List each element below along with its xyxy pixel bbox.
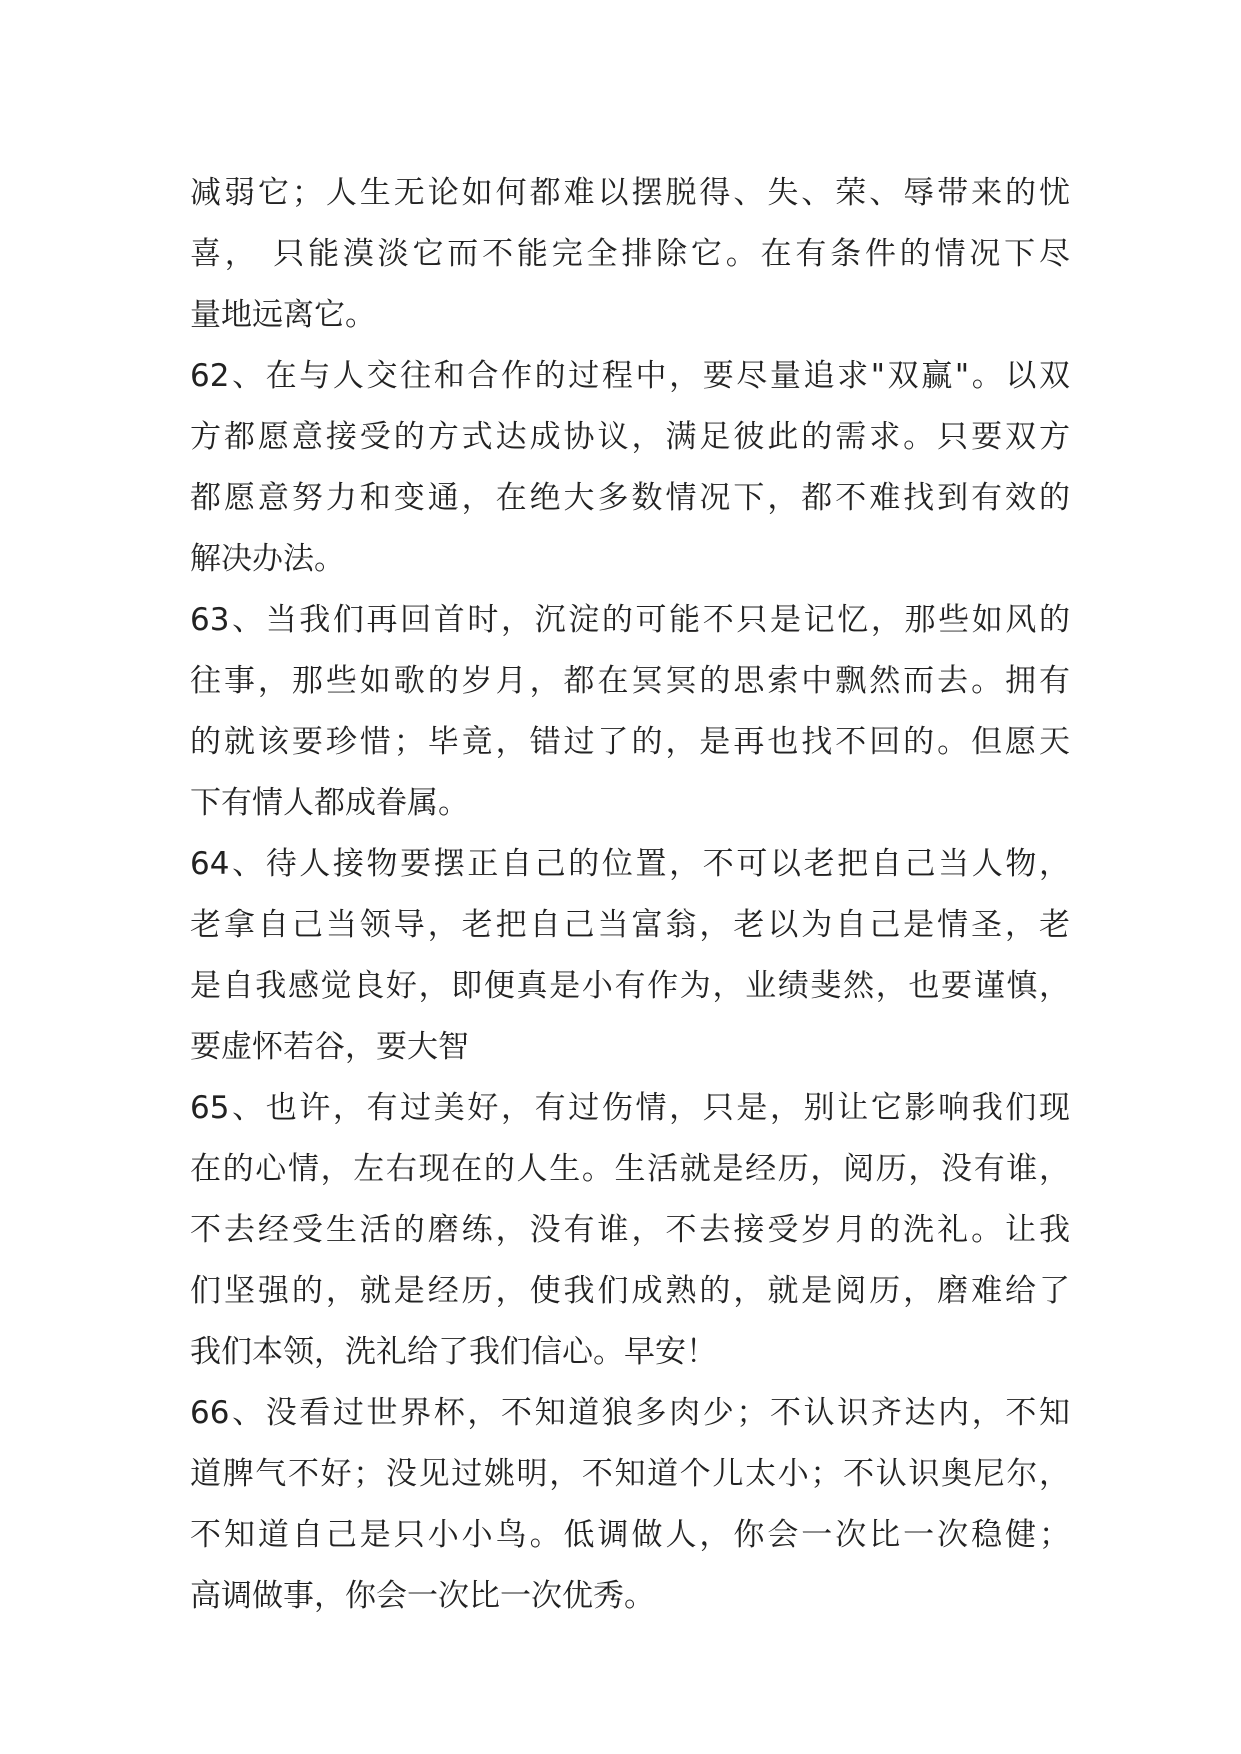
- text-line: 不去经受生活的磨练，没有谁，不去接受岁月的洗礼。让我: [190, 1212, 1070, 1248]
- paragraph-continuation: [190, 163, 1070, 346]
- text-line: 道脾气不好；没见过姚明，不知道个儿太小；不认识奥尼尔，: [190, 1456, 1070, 1492]
- paragraph-63: [190, 590, 1070, 834]
- text-line: 减弱它；人生无论如何都难以摆脱得、失、荣、辱带来的忧: [190, 175, 1070, 211]
- text-line: 解决办法。: [190, 541, 345, 577]
- text-line: 都愿意努力和变通，在绝大多数情况下，都不难找到有效的: [190, 480, 1070, 516]
- text-line: 66、没看过世界杯，不知道狼多肉少；不认识齐达内，不知: [190, 1395, 1070, 1431]
- text-line: 高调做事，你会一次比一次优秀。: [190, 1578, 655, 1614]
- text-line: 63、当我们再回首时，沉淀的可能不只是记忆，那些如风的: [190, 602, 1070, 638]
- text-line: 老拿自己当领导，老把自己当富翁，老以为自己是情圣，老: [190, 907, 1070, 943]
- paragraph-66: [190, 1383, 1070, 1627]
- text-line: 要虚怀若谷，要大智: [190, 1029, 469, 1065]
- text-line: 量地远离它。: [190, 297, 376, 333]
- text-line: 下有情人都成眷属。: [190, 785, 469, 821]
- text-line: 是自我感觉良好，即便真是小有作为，业绩斐然，也要谨慎，: [190, 968, 1070, 1004]
- paragraph-65: [190, 1078, 1070, 1383]
- text-line: 的就该要珍惜；毕竟，错过了的，是再也找不回的。但愿天: [190, 724, 1070, 760]
- text-line: 64、待人接物要摆正自己的位置，不可以老把自己当人物，: [190, 846, 1070, 882]
- text-line: 65、也许，有过美好，有过伤情，只是，别让它影响我们现: [190, 1090, 1070, 1126]
- text-line: 我们本领，洗礼给了我们信心。早安！: [190, 1334, 717, 1370]
- paragraph-62: [190, 346, 1070, 590]
- text-line: 62、在与人交往和合作的过程中，要尽量追求"双赢"。以双: [190, 358, 1070, 394]
- text-line: 方都愿意接受的方式达成协议，满足彼此的需求。只要双方: [190, 419, 1070, 455]
- text-line: 喜， 只能漠淡它而不能完全排除它。在有条件的情况下尽: [190, 236, 1070, 272]
- paragraph-64: [190, 834, 1070, 1078]
- text-line: 往事，那些如歌的岁月，都在冥冥的思索中飘然而去。拥有: [190, 663, 1070, 699]
- text-line: 不知道自己是只小小鸟。低调做人，你会一次比一次稳健；: [190, 1517, 1070, 1553]
- text-line: 在的心情，左右现在的人生。生活就是经历，阅历，没有谁，: [190, 1151, 1070, 1187]
- body-text: [190, 163, 1070, 1627]
- text-line: 们坚强的，就是经历，使我们成熟的，就是阅历，磨难给了: [190, 1273, 1070, 1309]
